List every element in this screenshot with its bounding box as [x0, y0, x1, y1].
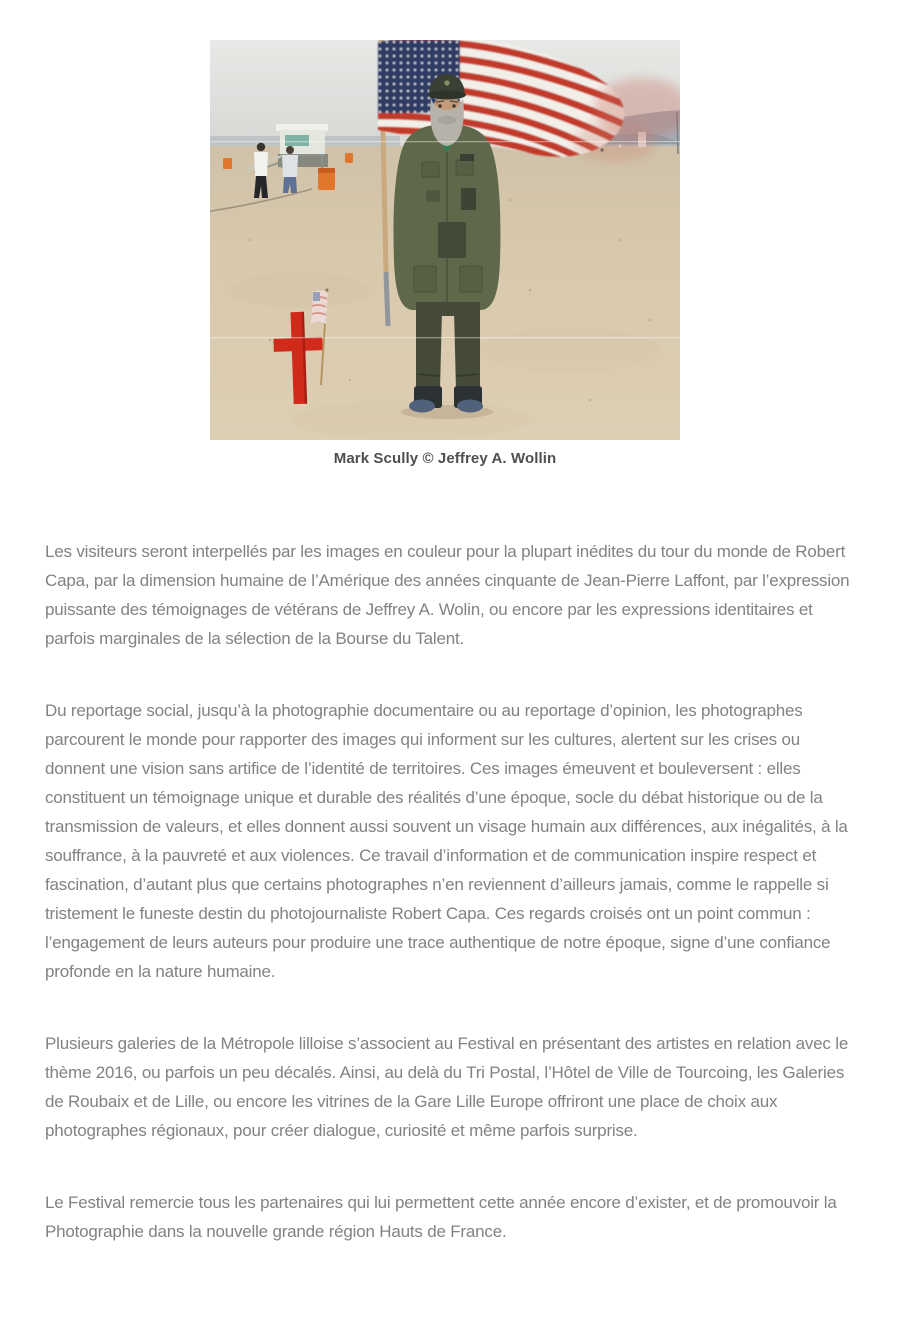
article-paragraph-4: Le Festival remercie tous les partenaires qui lui permettent cette année encore d’exister, et de promouvoir la Photographie dans la nouvelle grande région Hauts de France. — [45, 1193, 837, 1241]
article-body — [45, 537, 857, 1246]
veteran-beach-photo — [210, 40, 680, 440]
article-paragraph-1: Les visiteurs seront interpellés par les images en couleur pour la plupart inédites du tour du monde de Robert Capa, par la dimension humaine de l’Amérique des années cinquante de Jean-Pierre Laffont, par l’expression puissante des témoignages de vétérans de Jeffrey A. Wolin, ou encore par les expressions identitaires et parfois marginales de la sélection de la Bourse du Talent. — [45, 542, 850, 648]
photo-figure — [210, 40, 680, 467]
photo-illustration — [210, 40, 680, 440]
scan-line-artifact — [210, 141, 680, 142]
article-paragraph-2: Du reportage social, jusqu’à la photographie documentaire ou au reportage d’opinion, les photographes parcourent le monde pour rapporter des images qui informent sur les cultures, alertent sur les crises ou donnent une vision sans artifice de l’identité de territoires. Ces images émeuvent et bouleversent : elles constituent un témoignage unique et durable des réalités d’une époque, socle du débat historique ou de la transmission de valeurs, et elles donnent aussi souvent un visage humain aux différences, aux inégalités, à la souffrance, à la pauvreté et aux violences. Ce travail d’information et de communication inspire respect et fascination, d’autant plus que certains photographes n’en reviennent d’ailleurs jamais, comme le rappelle si tristement le funeste destin du photojournaliste Robert Capa. Ces regards croisés ont un point commun : l’engagement de leurs auteurs pour produire une trace authentique de notre époque, signe d’une confiance profonde en la nature humaine. — [45, 701, 848, 981]
article-paragraph-3: Plusieurs galeries de la Métropole lilloise s’associent au Festival en présentant des artistes en relation avec le thème 2016, ou parfois un peu décalés. Ainsi, au delà du Tri Postal, l’Hôtel de Ville de Tourcoing, les Galeries de Roubaix et de Lille, ou encore les vitrines de la Gare Lille Europe offriront une place de choix aux photographes régionaux, pour créer dialogue, curiosité et même parfois surprise. — [45, 1034, 849, 1140]
photo-caption: Mark Scully © Jeffrey A. Wollin — [333, 450, 557, 467]
scan-line-artifact — [210, 337, 680, 338]
